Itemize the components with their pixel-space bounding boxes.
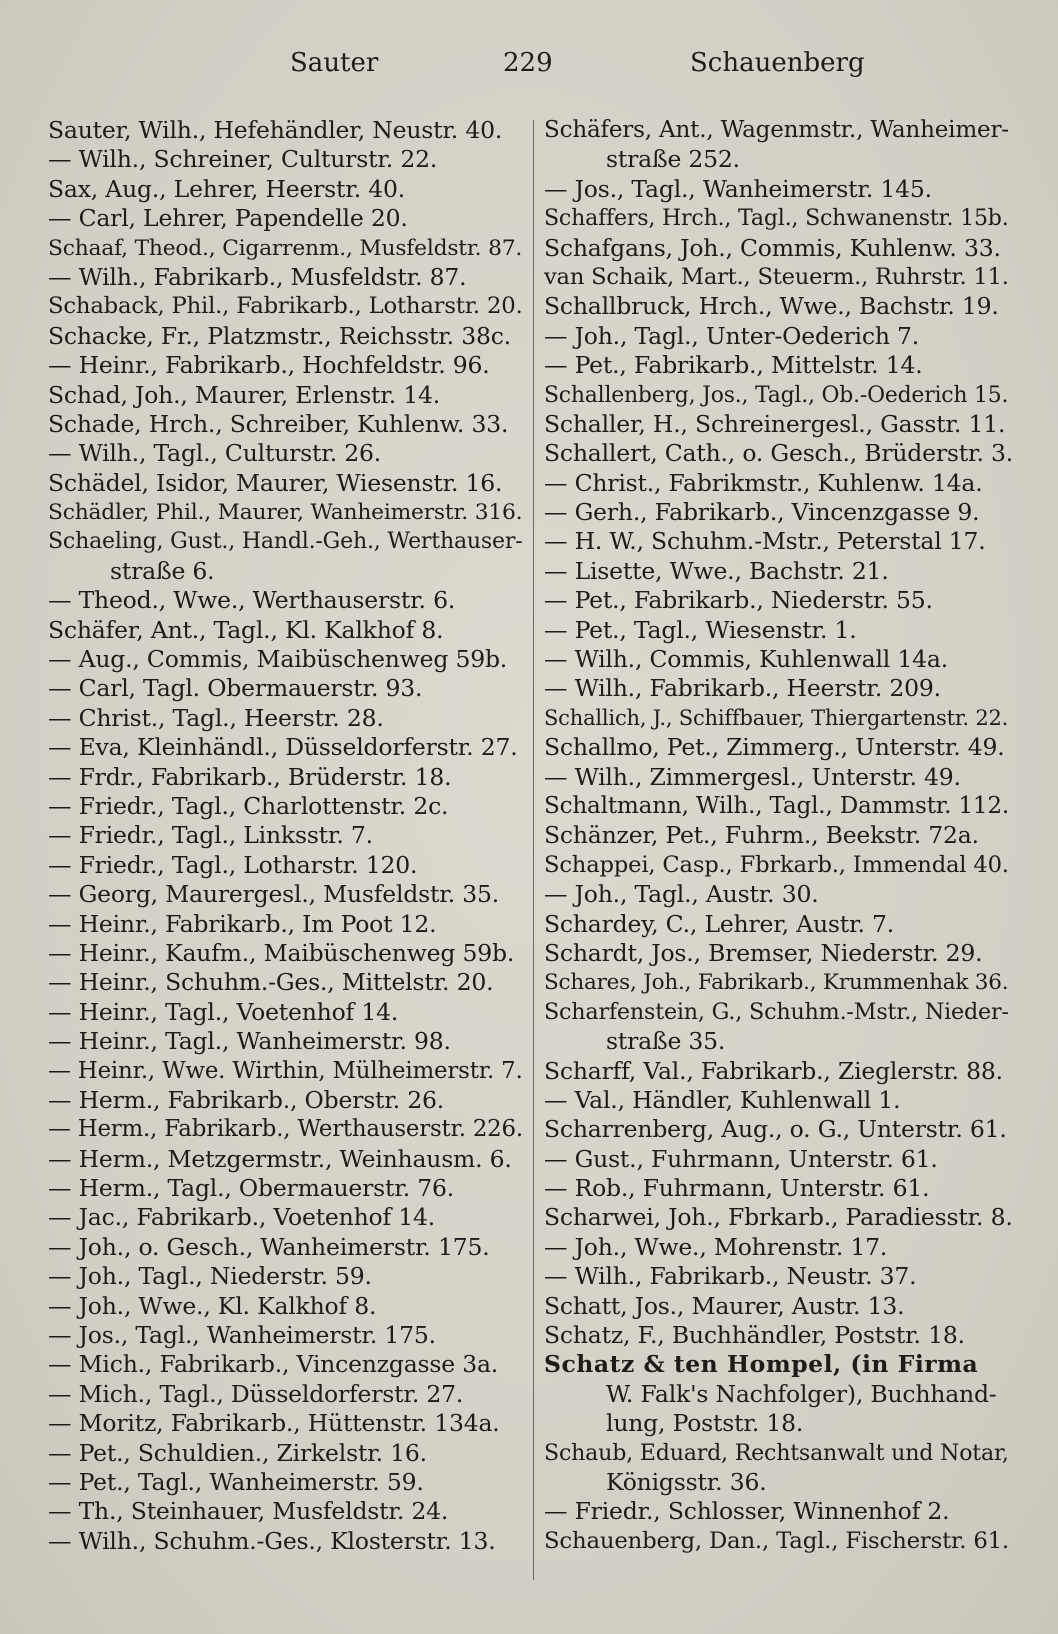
entry-continuation: W. Falk's Nachfolger), Buchhand-	[606, 1379, 997, 1408]
directory-entry: Schallich, J., Schiffbauer, Thiergartenstr. 22.	[544, 705, 1009, 730]
directory-entry: — Joh., Wwe., Kl. Kalkhof 8.	[48, 1291, 377, 1320]
directory-entry: — Heinr., Schuhm.-Ges., Mittelstr. 20.	[48, 968, 494, 997]
directory-entry: — Joh., Wwe., Mohrenstr. 17.	[544, 1232, 888, 1261]
directory-entry: — Jos., Tagl., Wanheimerstr. 145.	[544, 174, 932, 203]
directory-entry: — Herm., Fabrikarb., Oberstr. 26.	[48, 1085, 445, 1114]
directory-entry: — Carl, Lehrer, Papendelle 20.	[48, 204, 408, 233]
directory-entry: Schäfer, Ant., Tagl., Kl. Kalkhof 8.	[48, 615, 444, 644]
directory-entry: Schallmo, Pet., Zimmerg., Unterstr. 49.	[544, 733, 1005, 762]
directory-entry: — Wilh., Schuhm.-Ges., Klosterstr. 13.	[48, 1526, 496, 1555]
directory-entry: — Theod., Wwe., Werthauserstr. 6.	[48, 586, 456, 615]
directory-entry: Scharrenberg, Aug., o. G., Unterstr. 61.	[544, 1115, 1007, 1144]
directory-entry: Schad, Joh., Maurer, Erlenstr. 14.	[48, 380, 441, 409]
directory-entry: — Pet., Tagl., Wanheimerstr. 59.	[48, 1467, 424, 1496]
directory-entry: — Gerh., Fabrikarb., Vincenzgasse 9.	[544, 498, 980, 527]
directory-entry: Sax, Aug., Lehrer, Heerstr. 40.	[48, 174, 406, 203]
directory-entry: — Aug., Commis, Maibüschenweg 59b.	[48, 645, 508, 674]
directory-entry: — Mich., Tagl., Düsseldorferstr. 27.	[48, 1379, 464, 1408]
left-column	[48, 116, 528, 1596]
directory-entry: — Pet., Schuldien., Zirkelstr. 16.	[48, 1438, 427, 1467]
directory-entry: — Heinr., Wwe. Wirthin, Mülheimerstr. 7.	[48, 1057, 523, 1084]
directory-entry: Schares, Joh., Fabrikarb., Krummenhak 36.	[544, 970, 1009, 996]
directory-entry: — Val., Händler, Kuhlenwall 1.	[544, 1085, 901, 1114]
directory-entry: — Wilh., Commis, Kuhlenwall 14a.	[544, 645, 948, 674]
directory-entry: Schatt, Jos., Maurer, Austr. 13.	[544, 1291, 905, 1320]
directory-entry: Schallenberg, Jos., Tagl., Ob.-Oederich 15.	[544, 382, 1009, 408]
directory-entry: — Moritz, Fabrikarb., Hüttenstr. 134a.	[48, 1409, 500, 1438]
directory-entry: — Joh., o. Gesch., Wanheimerstr. 175.	[48, 1232, 490, 1261]
directory-entry: — Pet., Tagl., Wiesenstr. 1.	[544, 615, 857, 644]
entry-continuation: straße 252.	[606, 145, 740, 174]
directory-entry: — Joh., Tagl., Austr. 30.	[544, 880, 819, 909]
directory-entry: Schardey, C., Lehrer, Austr. 7.	[544, 909, 895, 938]
directory-entry: — Christ., Fabrikmstr., Kuhlenw. 14a.	[544, 468, 983, 497]
directory-entry: — Friedr., Tagl., Charlottenstr. 2c.	[48, 791, 449, 820]
header-left-keyword: Sauter	[290, 48, 379, 78]
directory-entry: — Pet., Fabrikarb., Niederstr. 55.	[544, 586, 933, 615]
directory-entry: — Lisette, Wwe., Bachstr. 21.	[544, 556, 889, 585]
directory-entry: — Joh., Tagl., Unter-Oederich 7.	[544, 321, 920, 350]
directory-entry: Schafgans, Joh., Commis, Kuhlenw. 33.	[544, 233, 1001, 262]
directory-entry: Scharfenstein, G., Schuhm.-Mstr., Nieder-	[544, 998, 1009, 1025]
directory-entry: van Schaik, Mart., Steuerm., Ruhrstr. 11.	[544, 263, 1009, 290]
right-column	[544, 116, 1014, 1596]
directory-entry: — Georg, Maurergesl., Musfeldstr. 35.	[48, 880, 500, 909]
directory-entry: Schaller, H., Schreinergesl., Gasstr. 11.	[544, 409, 1006, 438]
directory-entry: — Jos., Tagl., Wanheimerstr. 175.	[48, 1321, 436, 1350]
directory-entry: Schädler, Phil., Maurer, Wanheimerstr. 316.	[48, 500, 523, 526]
directory-entry: Sauter, Wilh., Hefehändler, Neustr. 40.	[48, 116, 503, 144]
directory-entry: Schädel, Isidor, Maurer, Wiesenstr. 16.	[48, 468, 503, 497]
directory-entry: — Herm., Fabrikarb., Werthauserstr. 226.	[48, 1116, 523, 1143]
directory-entry: — Christ., Tagl., Heerstr. 28.	[48, 703, 384, 732]
directory-entry: — Frdr., Fabrikarb., Brüderstr. 18.	[48, 762, 452, 791]
directory-entry: — Herm., Tagl., Obermauerstr. 76.	[48, 1174, 455, 1203]
directory-entry: — Heinr., Kaufm., Maibüschenweg 59b.	[48, 938, 515, 967]
directory-entry: — Gust., Fuhrmann, Unterstr. 61.	[544, 1144, 938, 1173]
directory-entry: Schaffers, Hrch., Tagl., Schwanenstr. 15b.	[544, 206, 1009, 232]
directory-entry: Schaaf, Theod., Cigarrenm., Musfeldstr. 87.	[48, 235, 523, 261]
directory-entry: — Heinr., Tagl., Wanheimerstr. 98.	[48, 1027, 451, 1056]
directory-entry: Schacke, Fr., Platzmstr., Reichsstr. 38c.	[48, 321, 511, 350]
directory-entry: — Heinr., Tagl., Voetenhof 14.	[48, 997, 399, 1026]
directory-entry: — Friedr., Tagl., Lotharstr. 120.	[48, 850, 418, 879]
header-right-keyword: Schauenberg	[690, 48, 865, 78]
directory-entry: — Joh., Tagl., Niederstr. 59.	[48, 1262, 372, 1291]
directory-entry: Scharff, Val., Fabrikarb., Zieglerstr. 88.	[544, 1056, 1003, 1085]
directory-entry: — Heinr., Fabrikarb., Hochfeldstr. 96.	[48, 351, 490, 380]
directory-entry: Schade, Hrch., Schreiber, Kuhlenw. 33.	[48, 409, 509, 438]
directory-entry: Scharwei, Joh., Fbrkarb., Paradiesstr. 8.	[544, 1203, 1013, 1232]
directory-entry: Schallert, Cath., o. Gesch., Brüderstr. 3.	[544, 439, 1014, 468]
directory-entry: — Heinr., Fabrikarb., Im Poot 12.	[48, 909, 437, 938]
directory-entry: Schauenberg, Dan., Tagl., Fischerstr. 61.	[544, 1527, 1009, 1554]
directory-entry: — Pet., Fabrikarb., Mittelstr. 14.	[544, 351, 923, 380]
entry-continuation: Königsstr. 36.	[606, 1467, 767, 1496]
directory-entry: Schaeling, Gust., Handl.-Geh., Werthauser-	[48, 529, 523, 555]
entry-continuation: straße 35.	[606, 1027, 726, 1056]
directory-entry: — H. W., Schuhm.-Mstr., Peterstal 17.	[544, 527, 986, 556]
directory-entry: — Wilh., Fabrikarb., Heerstr. 209.	[544, 674, 941, 703]
directory-entry: Schaub, Eduard, Rechtsanwalt und Notar,	[544, 1439, 1009, 1466]
directory-entry: Schaltmann, Wilh., Tagl., Dammstr. 112.	[544, 792, 1010, 819]
entry-continuation: straße 6.	[110, 556, 215, 585]
directory-entry: Schaback, Phil., Fabrikarb., Lotharstr. 20.	[48, 293, 523, 320]
directory-entry: Schatz, F., Buchhändler, Poststr. 18.	[544, 1321, 965, 1350]
directory-entry: — Th., Steinhauer, Musfeldstr. 24.	[48, 1497, 449, 1526]
directory-entry: Schäfers, Ant., Wagenmstr., Wanheimer-	[544, 117, 1009, 143]
page-header	[0, 48, 1058, 88]
directory-entry: — Eva, Kleinhändl., Düsseldorferstr. 27.	[48, 733, 518, 762]
directory-entry: — Wilh., Tagl., Culturstr. 26.	[48, 439, 382, 468]
directory-entry: — Friedr., Schlosser, Winnenhof 2.	[544, 1497, 950, 1526]
directory-entry: — Herm., Metzgermstr., Weinhausm. 6.	[48, 1144, 512, 1173]
directory-entry: Schardt, Jos., Bremser, Niederstr. 29.	[544, 938, 983, 967]
directory-entry: — Mich., Fabrikarb., Vincenzgasse 3a.	[48, 1350, 499, 1379]
directory-entry: Schappei, Casp., Fbrkarb., Immendal 40.	[544, 851, 1009, 878]
directory-entry: — Wilh., Fabrikarb., Musfeldstr. 87.	[48, 262, 467, 291]
directory-entry: — Friedr., Tagl., Linksstr. 7.	[48, 821, 373, 850]
directory-entry: — Jac., Fabrikarb., Voetenhof 14.	[48, 1203, 436, 1232]
directory-entry: Schallbruck, Hrch., Wwe., Bachstr. 19.	[544, 292, 999, 321]
entry-continuation: lung, Poststr. 18.	[606, 1409, 804, 1438]
directory-entry: — Wilh., Schreiner, Culturstr. 22.	[48, 145, 438, 174]
column-divider	[533, 120, 534, 1580]
directory-entry: Schatz & ten Hompel, (in Firma	[544, 1350, 979, 1379]
directory-entry: — Carl, Tagl. Obermauerstr. 93.	[48, 674, 423, 703]
directory-entry: — Rob., Fuhrmann, Unterstr. 61.	[544, 1174, 930, 1203]
directory-entry: — Wilh., Fabrikarb., Neustr. 37.	[544, 1262, 917, 1291]
directory-entry: — Wilh., Zimmergesl., Unterstr. 49.	[544, 762, 961, 791]
directory-entry: Schänzer, Pet., Fuhrm., Beekstr. 72a.	[544, 821, 979, 850]
page-number: 229	[503, 48, 553, 78]
